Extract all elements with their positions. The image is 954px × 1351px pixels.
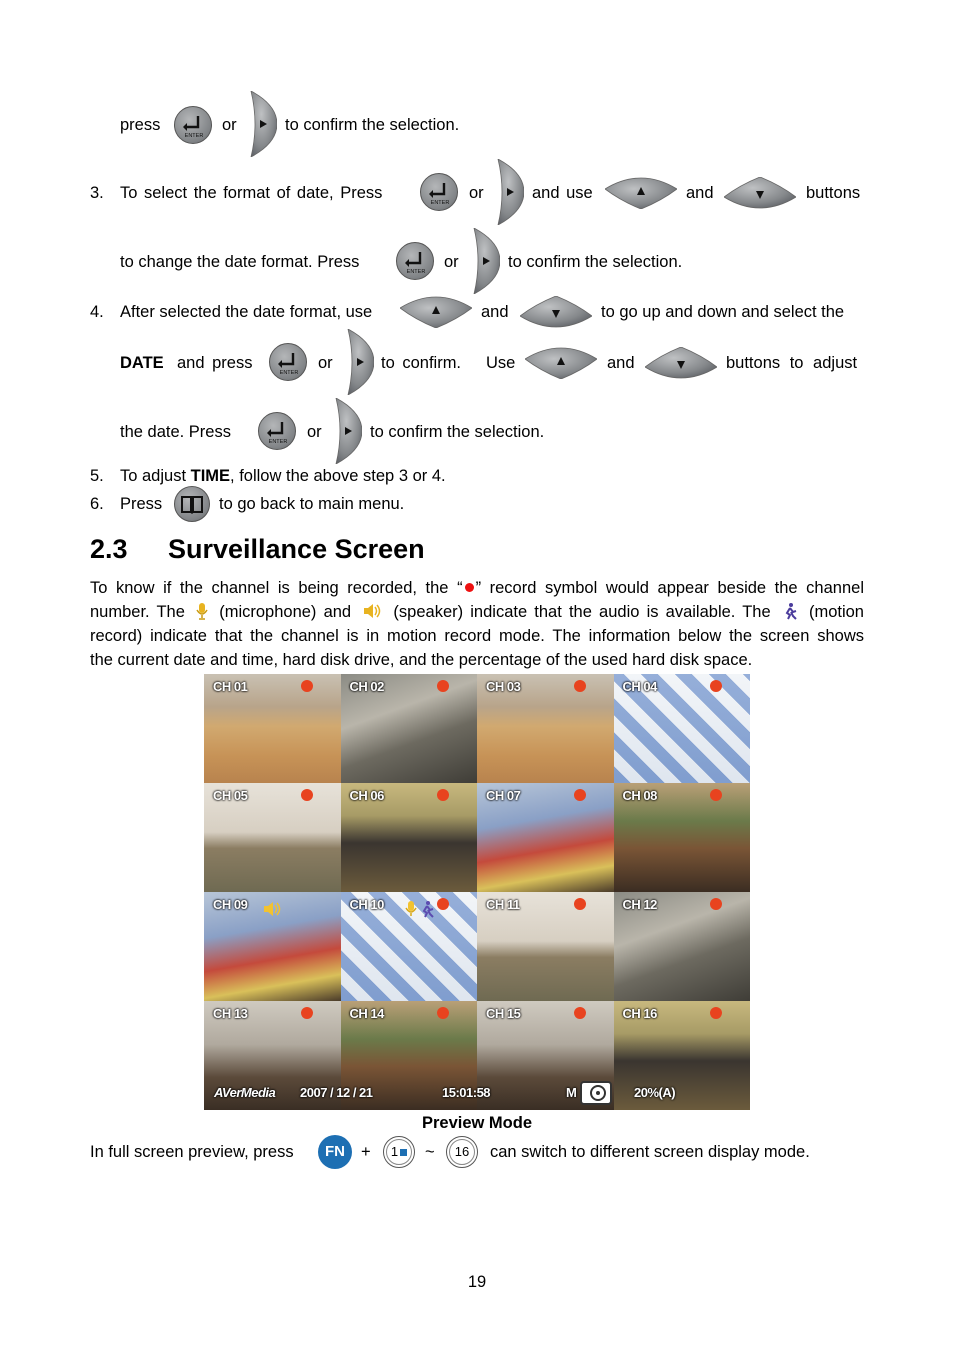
channel-label: CH 11 [486,897,520,912]
channel-label: CH 06 [349,788,384,803]
tilde-sign: ~ [425,1143,435,1161]
record-dot-icon [465,583,474,592]
channel-cell [341,674,478,783]
text-and: and [686,184,714,202]
microphone-icon [196,602,208,620]
channel-label: CH 16 [622,1006,657,1021]
up-button-icon [525,347,597,379]
channel-label: CH 07 [486,788,521,803]
channel-label: CH 01 [213,679,248,694]
motion-record-icon [782,602,798,620]
text-and: and [607,354,635,372]
enter-button-icon [174,106,212,144]
step-number: 5. [90,467,104,485]
footer-text-a: In full screen preview, press [90,1143,294,1161]
paragraph-line: the current date and time, hard disk drive, and the percentage of the used hard disk space. [90,651,753,669]
text-buttons: buttons [806,184,861,202]
step5-text [120,466,446,486]
status-date: 2007 / 12 / 21 [300,1085,373,1100]
figure-caption: Preview Mode [421,1114,533,1132]
step6-text: Press [120,495,163,513]
channel-label: CH 14 [349,1006,384,1021]
paragraph-line: record) indicate that the channel is in motion record mode. The information below the screen shows [90,627,864,645]
record-dot-icon [437,1007,449,1019]
channel-label: CH 15 [486,1006,521,1021]
intro-paragraph [90,576,864,672]
record-dot-icon [710,1007,722,1019]
record-dot-icon [574,1007,586,1019]
enter-button-icon [269,343,307,381]
text-or: or [222,116,237,134]
status-mode: M [566,1085,577,1100]
enter-button-icon [258,412,296,450]
up-button-icon [605,177,677,209]
record-dot-icon [301,1007,313,1019]
paragraph-text: ” record symbol would appear beside the channel [475,579,864,597]
microphone-icon [405,900,417,918]
channel-cell [204,783,341,892]
step3-text: To select the format of date, Press [120,184,383,202]
enter-button-icon [396,242,434,280]
section-title: Surveillance Screen [168,534,425,564]
hard-disk-icon [579,1080,613,1106]
preview-screenshot [204,674,750,1110]
text-or: or [469,184,484,202]
text-buttons-adjust: buttons to adjust [726,354,858,372]
record-dot-icon [710,898,722,910]
key-1-icon [383,1136,415,1168]
record-dot-icon [710,680,722,692]
channel-label: CH 05 [213,788,248,803]
paragraph-text: To know if the channel is being recorded, the “ [90,579,463,597]
right-arrow-button-icon [344,329,374,395]
status-bar [204,1082,750,1106]
down-button-icon [645,347,717,379]
channel-cell [614,783,751,892]
right-arrow-button-icon [494,159,524,225]
channel-cell [477,674,614,783]
channel-cell [204,674,341,783]
text-and-use: and use [532,184,593,202]
record-dot-icon [301,680,313,692]
step-number: 6. [90,495,104,513]
right-arrow-button-icon [247,91,277,157]
step3-text-b: to change the date format. Press [120,253,360,271]
text-press: press [120,116,161,134]
down-button-icon [724,177,796,209]
text-or: or [307,423,322,441]
time-bold-label: TIME [190,467,231,485]
square-icon [400,1149,407,1156]
speaker-icon [262,900,282,918]
step6-text-b: to go back to main menu. [219,495,405,513]
brand-logo: AVerMedia [214,1085,276,1100]
right-arrow-button-icon [332,398,362,464]
step5-text-a: To adjust [120,467,191,485]
paragraph-text: (microphone) and [212,603,359,621]
right-arrow-button-icon [470,228,500,294]
text-to-confirm: to confirm. [381,354,462,372]
fn-key-icon: FN [318,1135,352,1169]
text-and-press: and press [177,354,253,372]
step4-text-c: the date. Press [120,423,231,441]
step-number: 3. [90,184,104,202]
section-number: 2.3 [90,534,128,564]
channel-cell [614,892,751,1001]
enter-button-icon [420,173,458,211]
channel-label: CH 02 [349,679,384,694]
record-dot-icon [437,789,449,801]
record-dot-icon [574,898,586,910]
step-number: 4. [90,303,104,321]
status-usage: 20%(A) [634,1085,676,1100]
channel-label: CH 04 [622,679,657,694]
paragraph-text: (motion [801,603,864,621]
key-16-icon: 16 [446,1136,478,1168]
record-dot-icon [437,898,449,910]
up-button-icon [400,296,472,328]
section-heading [90,532,425,566]
channel-label: CH 13 [213,1006,248,1021]
channel-label: CH 08 [622,788,657,803]
paragraph-text: number. The [90,603,193,621]
text-confirm-selection: to confirm the selection. [370,423,545,441]
step4-text: After selected the date format, use [120,303,373,321]
footer-text-b: can switch to different screen display mode. [490,1143,810,1161]
channel-cell [204,892,341,1001]
record-dot-icon [574,789,586,801]
date-bold-label: DATE [120,354,164,372]
speaker-icon [362,602,382,620]
record-dot-icon [710,789,722,801]
paragraph-line [90,576,864,600]
channel-label: CH 03 [486,679,521,694]
paragraph-line [90,600,864,624]
motion-record-icon [419,900,435,918]
channel-cell [477,892,614,1001]
text-or: or [318,354,333,372]
book-menu-button-icon [174,486,210,522]
status-time: 15:01:58 [442,1085,491,1100]
channel-cell [614,674,751,783]
text-confirm-selection: to confirm the selection. [285,116,460,134]
channel-label: CH 12 [622,897,657,912]
key-1-label: 1 [390,1144,399,1159]
text-and: and [481,303,509,321]
channel-cell [341,783,478,892]
channel-label: CH 10 [349,897,384,912]
paragraph-text: (speaker) indicate that the audio is available. The [386,603,778,621]
step4-text-tail: to go up and down and select the [601,303,845,321]
down-button-icon [520,296,592,328]
channel-label: CH 09 [213,897,248,912]
channel-cell [341,892,478,1001]
text-confirm-selection: to confirm the selection. [508,253,683,271]
text-or: or [444,253,459,271]
step5-text-b: , follow the above step 3 or 4. [230,467,446,485]
channel-cell [477,783,614,892]
record-dot-icon [301,789,313,801]
record-dot-icon [437,680,449,692]
record-dot-icon [574,680,586,692]
page-number: 19 [467,1273,487,1291]
plus-sign: + [361,1143,371,1161]
text-use: Use [486,354,516,372]
